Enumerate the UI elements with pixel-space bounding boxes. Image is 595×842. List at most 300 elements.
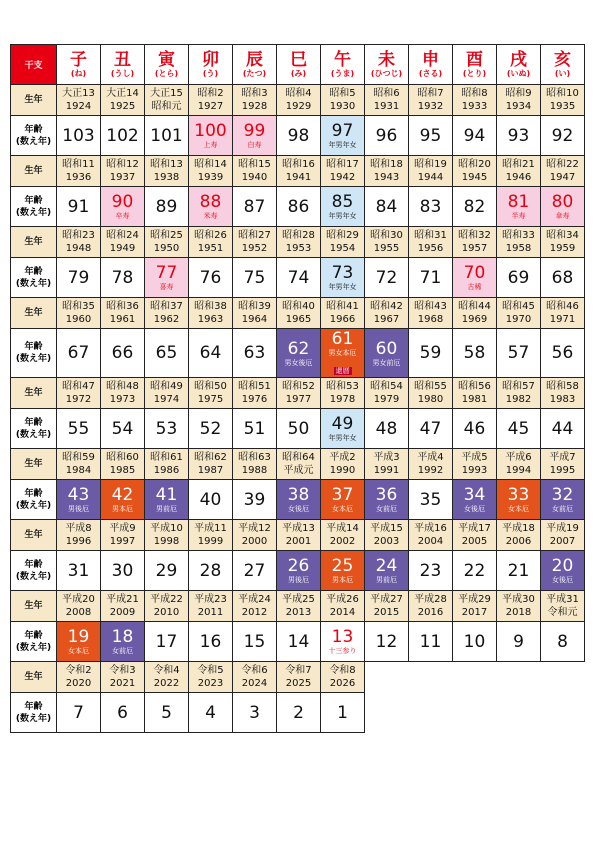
western-year: 2009 — [109, 607, 136, 618]
age-cell — [233, 551, 277, 591]
era-year: 平成12 — [238, 523, 271, 534]
age-value: 28 — [199, 560, 222, 581]
age-cell — [101, 551, 145, 591]
era-year: 平成24 — [238, 594, 271, 605]
era-year: 昭和62 — [194, 452, 227, 463]
western-year: 1976 — [241, 394, 268, 405]
age-value: 1 — [337, 702, 348, 723]
zodiac-yomi: (み) — [290, 68, 307, 78]
age-cell — [365, 622, 409, 662]
age-value: 6 — [117, 702, 128, 723]
birth-year-cell — [57, 85, 101, 116]
birth-year-cell — [277, 227, 321, 258]
birth-year-cell — [189, 662, 233, 693]
western-year: 1960 — [65, 314, 92, 325]
era-year: 平成2 — [329, 452, 356, 463]
age-cell — [541, 329, 585, 378]
age-note: 女後厄 — [288, 505, 309, 513]
age-cell — [233, 409, 277, 449]
birth-year-cell — [57, 591, 101, 622]
age-label-main: 年齢 — [24, 417, 43, 428]
age-cell — [189, 622, 233, 662]
age-cell — [145, 480, 189, 520]
age-value: 53 — [155, 418, 178, 439]
birth-year-cell — [365, 227, 409, 258]
era-year: 令和2 — [65, 665, 92, 676]
age-value: 42 — [111, 485, 134, 505]
age-value: 103 — [62, 125, 95, 146]
era-year: 平成15 — [370, 523, 403, 534]
age-value: 48 — [375, 418, 398, 439]
zodiac-header-cell — [233, 45, 277, 85]
birth-year-cell — [321, 520, 365, 551]
birth-year-cell — [409, 298, 453, 329]
western-year: 1967 — [373, 314, 400, 325]
age-value: 65 — [155, 343, 178, 363]
zodiac-kanji: 酉 — [466, 49, 483, 70]
empty-cell — [497, 693, 541, 733]
age-label-main: 年齢 — [24, 488, 43, 499]
age-cell — [365, 480, 409, 520]
western-year: 2001 — [285, 536, 312, 547]
empty-cell — [497, 662, 541, 693]
age-label — [11, 480, 57, 520]
era-year: 昭和22 — [546, 159, 579, 170]
age-cell — [57, 480, 101, 520]
age-value: 26 — [287, 556, 310, 576]
age-cell — [541, 622, 585, 662]
age-value: 3 — [249, 702, 260, 723]
age-cell — [145, 258, 189, 298]
age-cell — [277, 551, 321, 591]
era-year: 昭和17 — [326, 159, 359, 170]
era-year: 平成10 — [150, 523, 183, 534]
birth-year-cell — [497, 591, 541, 622]
western-year: 1968 — [417, 314, 444, 325]
era-year: 平成19 — [546, 523, 579, 534]
era-year: 平成4 — [417, 452, 444, 463]
age-value: 32 — [551, 485, 574, 505]
western-year: 2007 — [549, 536, 576, 547]
age-value: 90 — [111, 192, 134, 212]
age-value: 18 — [111, 627, 134, 647]
age-note: 男後厄 — [68, 505, 89, 513]
age-note: 男本厄 — [332, 576, 353, 584]
birth-year-cell — [57, 449, 101, 480]
birth-year-cell — [541, 378, 585, 409]
age-label-main: 年齢 — [24, 701, 43, 712]
age-note: 十三参り — [328, 647, 357, 655]
birth-year-cell — [145, 85, 189, 116]
age-row — [11, 480, 585, 520]
age-value: 22 — [463, 560, 486, 581]
western-year: 1930 — [329, 101, 356, 112]
era-year: 令和3 — [109, 665, 136, 676]
age-note: 年男年女 — [328, 212, 357, 220]
age-value: 63 — [243, 343, 266, 363]
age-cell — [409, 116, 453, 156]
western-year: 1992 — [417, 465, 444, 476]
zodiac-header-cell — [365, 45, 409, 85]
age-cell — [321, 329, 365, 378]
zodiac-kanji: 未 — [378, 49, 395, 70]
birth-year-cell — [409, 85, 453, 116]
era-year: 昭和41 — [326, 301, 359, 312]
zodiac-yomi: (さる) — [418, 68, 443, 78]
age-cell — [453, 622, 497, 662]
era-year: 昭和3 — [241, 88, 268, 99]
western-year: 1986 — [153, 465, 180, 476]
age-cell — [541, 258, 585, 298]
age-value: 73 — [331, 263, 354, 283]
age-value: 7 — [73, 702, 84, 723]
era-year: 平成7 — [549, 452, 576, 463]
birth-year-cell — [541, 449, 585, 480]
age-value: 58 — [463, 343, 486, 363]
birth-year-cell — [145, 227, 189, 258]
birth-year-cell — [321, 591, 365, 622]
era-year: 平成14 — [326, 523, 359, 534]
birth-year-cell — [497, 227, 541, 258]
age-value: 11 — [419, 631, 442, 652]
age-cell — [57, 693, 101, 733]
birth-year-cell — [277, 378, 321, 409]
empty-cell — [365, 662, 409, 693]
era-year: 大正15 — [150, 88, 183, 99]
age-cell — [189, 551, 233, 591]
zodiac-header-cell — [145, 45, 189, 85]
western-year: 2004 — [417, 536, 444, 547]
birth-year-cell — [541, 156, 585, 187]
age-value: 77 — [155, 263, 178, 283]
empty-cell — [409, 693, 453, 733]
birth-year-cell — [365, 449, 409, 480]
birth-year-cell — [101, 662, 145, 693]
era-year: 昭和23 — [62, 230, 95, 241]
birth-year-cell — [541, 591, 585, 622]
age-note: 卒寿 — [115, 212, 130, 220]
age-cell — [101, 329, 145, 378]
zodiac-kanji: 亥 — [554, 49, 571, 70]
zodiac-header-cell — [189, 45, 233, 85]
zodiac-kanji: 辰 — [246, 49, 263, 70]
western-year: 1943 — [373, 172, 400, 183]
birth-year-cell — [145, 591, 189, 622]
age-value: 51 — [243, 418, 266, 439]
birth-year-cell — [101, 591, 145, 622]
era-year: 平成18 — [502, 523, 535, 534]
table-body — [11, 85, 585, 733]
age-value: 40 — [199, 489, 222, 510]
birth-year-cell — [321, 85, 365, 116]
age-label-sub: (数え年) — [15, 713, 52, 724]
era-year: 令和5 — [197, 665, 224, 676]
zodiac-kanji: 午 — [334, 49, 351, 70]
birth-year-cell — [321, 378, 365, 409]
era-year: 昭和8 — [461, 88, 488, 99]
age-cell — [233, 116, 277, 156]
age-value: 33 — [507, 485, 530, 505]
zodiac-header-row — [11, 45, 585, 85]
eto-age-table — [10, 44, 585, 733]
era-year: 昭和38 — [194, 301, 227, 312]
era-year: 昭和24 — [106, 230, 139, 241]
age-cell — [277, 409, 321, 449]
age-value: 56 — [551, 343, 574, 363]
age-cell — [321, 187, 365, 227]
birth-year-cell — [233, 520, 277, 551]
age-value: 59 — [419, 343, 442, 363]
birth-year-cell — [189, 591, 233, 622]
age-note: 年男年女 — [328, 434, 357, 442]
era-year: 昭和31 — [414, 230, 447, 241]
western-year: 2024 — [241, 678, 268, 689]
age-cell — [497, 116, 541, 156]
age-cell — [541, 116, 585, 156]
western-year: 1972 — [65, 394, 92, 405]
era-year: 平成31 — [546, 594, 579, 605]
birth-year-cell — [145, 156, 189, 187]
age-note: 上寿 — [203, 141, 218, 149]
birth-year-row — [11, 449, 585, 480]
age-label — [11, 187, 57, 227]
age-value: 17 — [155, 631, 178, 652]
age-value: 98 — [287, 125, 310, 146]
zodiac-header-cell — [497, 45, 541, 85]
birth-year-cell — [57, 298, 101, 329]
age-cell — [453, 409, 497, 449]
western-year: 2017 — [461, 607, 488, 618]
age-cell — [233, 622, 277, 662]
age-cell — [277, 480, 321, 520]
western-year: 1944 — [417, 172, 444, 183]
western-year: 1994 — [505, 465, 532, 476]
era-year: 昭和48 — [106, 381, 139, 392]
age-cell — [145, 622, 189, 662]
era-year: 昭和12 — [106, 159, 139, 170]
era-year: 昭和55 — [414, 381, 447, 392]
age-value: 55 — [67, 418, 90, 439]
age-value: 49 — [331, 414, 354, 434]
age-cell — [365, 187, 409, 227]
age-value: 41 — [155, 485, 178, 505]
era-year: 昭和51 — [238, 381, 271, 392]
zodiac-kanji: 子 — [70, 49, 87, 70]
zodiac-yomi: (う) — [202, 68, 219, 78]
birth-year-cell — [453, 227, 497, 258]
birth-year-cell — [365, 378, 409, 409]
birth-year-label: 生年 — [11, 85, 57, 116]
age-cell — [101, 187, 145, 227]
age-label-sub: (数え年) — [15, 136, 52, 147]
zodiac-yomi: (ね) — [70, 68, 87, 78]
birth-year-cell — [409, 591, 453, 622]
era-year: 昭和43 — [414, 301, 447, 312]
age-sub-badge: 還暦 — [335, 367, 350, 375]
age-value: 85 — [331, 192, 354, 212]
kanshi-label: 干支 — [11, 45, 57, 85]
era-year: 昭和20 — [458, 159, 491, 170]
era-year: 昭和16 — [282, 159, 315, 170]
age-cell — [497, 622, 541, 662]
zodiac-kanji: 巳 — [290, 49, 307, 70]
age-value: 64 — [199, 343, 222, 363]
western-year: 1977 — [285, 394, 312, 405]
age-value: 97 — [331, 121, 354, 141]
age-value: 91 — [67, 196, 90, 217]
era-year: 昭和58 — [546, 381, 579, 392]
western-year: 1978 — [329, 394, 356, 405]
birth-year-cell — [497, 449, 541, 480]
age-cell — [57, 116, 101, 156]
age-cell — [541, 187, 585, 227]
western-year: 1953 — [285, 243, 312, 254]
age-value: 15 — [243, 631, 266, 652]
western-year: 1924 — [65, 101, 92, 112]
birth-year-cell — [453, 591, 497, 622]
era-year: 昭和29 — [326, 230, 359, 241]
age-cell — [233, 480, 277, 520]
age-cell — [145, 693, 189, 733]
age-value: 101 — [150, 125, 183, 146]
age-cell — [101, 409, 145, 449]
era-year: 昭和6 — [373, 88, 400, 99]
age-label-main: 年齢 — [24, 266, 43, 277]
era-year: 昭和4 — [285, 88, 312, 99]
age-cell — [233, 258, 277, 298]
age-cell — [277, 329, 321, 378]
western-year: 1929 — [285, 101, 312, 112]
zodiac-yomi: (うま) — [330, 68, 355, 78]
age-note: 女本厄 — [332, 505, 353, 513]
era-year: 平成30 — [502, 594, 535, 605]
birth-year-cell — [101, 449, 145, 480]
age-cell — [541, 409, 585, 449]
age-cell — [57, 622, 101, 662]
western-year: 1974 — [153, 394, 180, 405]
age-value: 92 — [551, 125, 574, 146]
birth-year-cell — [233, 85, 277, 116]
birth-year-cell — [277, 520, 321, 551]
age-cell — [541, 551, 585, 591]
birth-year-cell — [453, 520, 497, 551]
age-value: 75 — [243, 267, 266, 288]
western-year: 1940 — [241, 172, 268, 183]
age-cell — [453, 551, 497, 591]
era-year: 昭和2 — [197, 88, 224, 99]
zodiac-kanji: 寅 — [158, 49, 175, 70]
birth-year-row — [11, 156, 585, 187]
era-year: 平成25 — [282, 594, 315, 605]
birth-year-cell — [541, 85, 585, 116]
era-year: 昭和13 — [150, 159, 183, 170]
age-label-sub: (数え年) — [15, 571, 52, 582]
age-cell — [497, 258, 541, 298]
era-year: 昭和64 — [282, 452, 315, 463]
western-year: 1950 — [153, 243, 180, 254]
empty-cell — [453, 693, 497, 733]
age-label — [11, 622, 57, 662]
era-year: 平成6 — [505, 452, 532, 463]
age-note: 半寿 — [511, 212, 526, 220]
birth-year-cell — [409, 227, 453, 258]
zodiac-kanji: 申 — [422, 49, 439, 70]
age-value: 80 — [551, 192, 574, 212]
western-year: 1973 — [109, 394, 136, 405]
age-note: 女前厄 — [376, 505, 397, 513]
era-year: 昭和47 — [62, 381, 95, 392]
age-value: 13 — [331, 627, 354, 647]
age-note: 女本厄 — [68, 647, 89, 655]
age-value: 72 — [375, 267, 398, 288]
age-label-sub: (数え年) — [15, 354, 52, 364]
birth-year-cell — [453, 449, 497, 480]
western-year: 1931 — [373, 101, 400, 112]
zodiac-yomi: (うし) — [110, 68, 135, 78]
empty-cell — [541, 693, 585, 733]
age-value: 60 — [375, 338, 398, 359]
western-year: 1983 — [549, 394, 576, 405]
age-value: 36 — [375, 485, 398, 505]
age-cell — [277, 258, 321, 298]
birth-year-cell — [497, 85, 541, 116]
era-year: 平成27 — [370, 594, 403, 605]
western-year: 1988 — [241, 465, 268, 476]
age-cell — [233, 329, 277, 378]
age-value: 52 — [199, 418, 222, 439]
birth-year-label: 生年 — [11, 449, 57, 480]
birth-year-cell — [233, 662, 277, 693]
western-year: 1966 — [329, 314, 356, 325]
western-year: 平成元 — [283, 465, 314, 476]
western-year: 1982 — [505, 394, 532, 405]
western-year: 1933 — [461, 101, 488, 112]
birth-year-cell — [233, 449, 277, 480]
age-cell — [321, 622, 365, 662]
age-value: 100 — [194, 121, 227, 141]
western-year: 1937 — [109, 172, 136, 183]
era-year: 令和6 — [241, 665, 268, 676]
era-year: 昭和32 — [458, 230, 491, 241]
western-year: 1965 — [285, 314, 312, 325]
birth-year-cell — [145, 298, 189, 329]
western-year: 1998 — [153, 536, 180, 547]
western-year: 1946 — [505, 172, 532, 183]
age-value: 20 — [551, 556, 574, 576]
birth-year-label: 生年 — [11, 298, 57, 329]
birth-year-cell — [497, 156, 541, 187]
birth-year-cell — [321, 298, 365, 329]
age-value: 46 — [463, 418, 486, 439]
birth-year-cell — [277, 662, 321, 693]
age-cell — [497, 187, 541, 227]
age-cell — [321, 116, 365, 156]
age-note: 女前厄 — [112, 647, 133, 655]
age-value: 14 — [287, 631, 310, 652]
age-row — [11, 258, 585, 298]
age-label — [11, 551, 57, 591]
zodiac-header-cell — [409, 45, 453, 85]
era-year: 大正14 — [106, 88, 139, 99]
western-year: 1957 — [461, 243, 488, 254]
age-cell — [321, 258, 365, 298]
western-year: 1964 — [241, 314, 268, 325]
western-year: 1993 — [461, 465, 488, 476]
zodiac-header-cell — [101, 45, 145, 85]
age-cell — [101, 480, 145, 520]
birth-year-cell — [277, 156, 321, 187]
birth-year-cell — [541, 298, 585, 329]
